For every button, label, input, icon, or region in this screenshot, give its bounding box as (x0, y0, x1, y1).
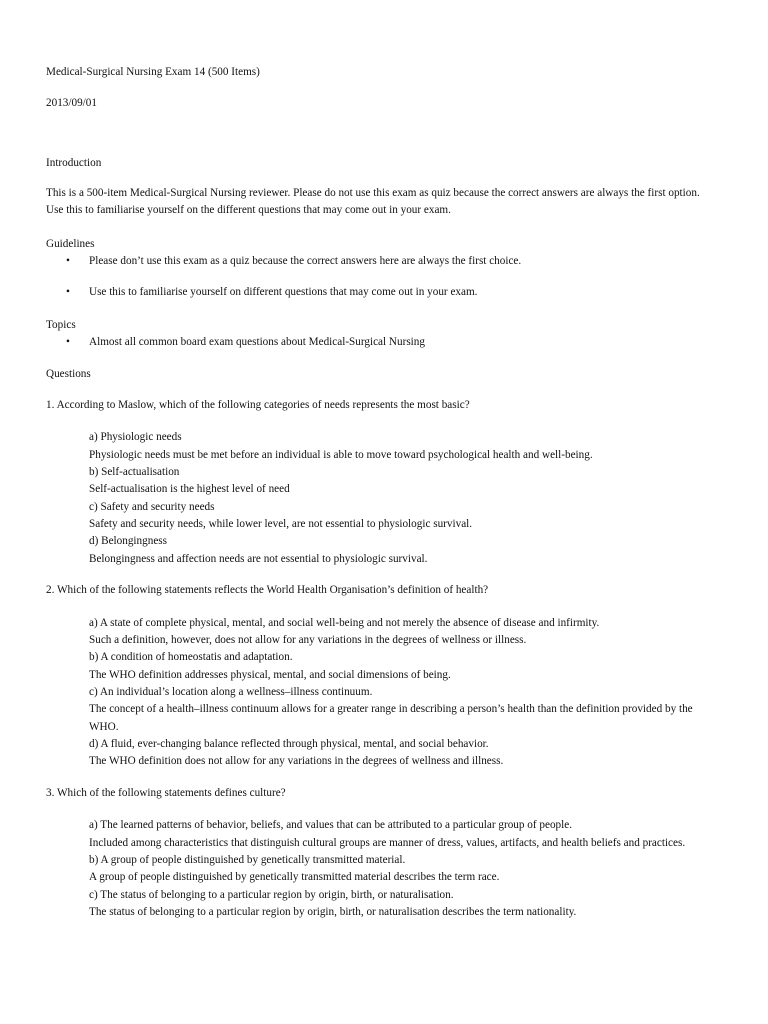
answer-line: The status of belonging to a particular region by origin, birth, or naturalisation describes the term nationality. (89, 905, 577, 918)
question-text: 1. According to Maslow, which of the following categories of needs represents the most basic? (46, 398, 470, 411)
bullet-icon: • (66, 255, 70, 268)
topic-text: Almost all common board exam questions about Medical-Surgical Nursing (89, 336, 425, 349)
answer-line: d) Belongingness (89, 535, 167, 548)
answer-list (46, 429, 718, 568)
answer-line: a) A state of complete physical, mental, and social well-being and not merely the absence of disease and infirmity. (89, 616, 600, 629)
answer-line: c) The status of belonging to a particular region by origin, birth, or naturalisation. (89, 888, 454, 901)
answer-line: c) Safety and security needs (89, 500, 215, 513)
answer-line: Included among characteristics that distinguish cultural groups are manner of dress, values, artifacts, and health beliefs and practices. (89, 836, 686, 849)
introduction-heading: Introduction (46, 156, 102, 169)
answer-line: Safety and security needs, while lower level, are not essential to physiologic survival. (89, 518, 473, 531)
answer-line: Belongingness and affection needs are not essential to physiologic survival. (89, 552, 428, 565)
answer-line: The concept of a health–illness continuum allows for a greater range in describing a person’s health than the definition provided by the WHO. (89, 703, 693, 733)
answer-line: Self-actualisation is the highest level of need (89, 483, 290, 496)
guideline-text: Please don’t use this exam as a quiz because the correct answers here are always the first choice. (89, 255, 522, 268)
topics-heading: Topics (46, 318, 76, 331)
list-item (46, 334, 718, 351)
answer-line: The WHO definition addresses physical, mental, and social dimensions of being. (89, 668, 451, 681)
answer-list (46, 615, 718, 771)
question-block (46, 785, 718, 922)
answer-list (46, 817, 718, 921)
answer-line: b) Self-actualisation (89, 466, 180, 479)
guidelines-heading: Guidelines (46, 237, 95, 250)
bullet-icon: • (66, 336, 70, 349)
question-block (46, 397, 718, 568)
document-date: 2013/09/01 (46, 97, 97, 110)
answer-line: The WHO definition does not allow for any variations in the degrees of wellness and illness. (89, 755, 504, 768)
bullet-icon: • (66, 285, 70, 298)
introduction-text: This is a 500-item Medical-Surgical Nursing reviewer. Please do not use this exam as quiz because the correct answers are always the first option. Use this to familiarise yourself on the different questions that may come out in your exam. (46, 187, 700, 217)
answer-line: a) Physiologic needs (89, 431, 182, 444)
list-item (46, 284, 718, 301)
answer-line: d) A fluid, ever-changing balance reflected through physical, mental, and social behavior. (89, 738, 489, 751)
answer-line: Such a definition, however, does not allow for any variations in the degrees of wellness or illness. (89, 633, 527, 646)
answer-line: b) A condition of homeostatis and adaptation. (89, 651, 293, 664)
answer-line: c) An individual’s location along a wellness–illness continuum. (89, 685, 373, 698)
answer-line: A group of people distinguished by genetically transmitted material describes the term race. (89, 871, 500, 884)
question-text: 2. Which of the following statements reflects the World Health Organisation’s definition of health? (46, 584, 489, 597)
topics-list (46, 334, 718, 351)
document-title: Medical-Surgical Nursing Exam 14 (500 Items) (46, 66, 260, 78)
guidelines-list (46, 253, 718, 301)
questions-heading: Questions (46, 367, 91, 380)
answer-line: Physiologic needs must be met before an individual is able to move toward psychological health and well-being. (89, 448, 593, 461)
question-text: 3. Which of the following statements defines culture? (46, 786, 286, 799)
answer-line: a) The learned patterns of behavior, beliefs, and values that can be attributed to a particular group of people. (89, 819, 573, 832)
guideline-text: Use this to familiarise yourself on different questions that may come out in your exam. (89, 285, 478, 298)
question-block (46, 582, 718, 771)
list-item (46, 253, 718, 270)
answer-line: b) A group of people distinguished by genetically transmitted material. (89, 853, 406, 866)
